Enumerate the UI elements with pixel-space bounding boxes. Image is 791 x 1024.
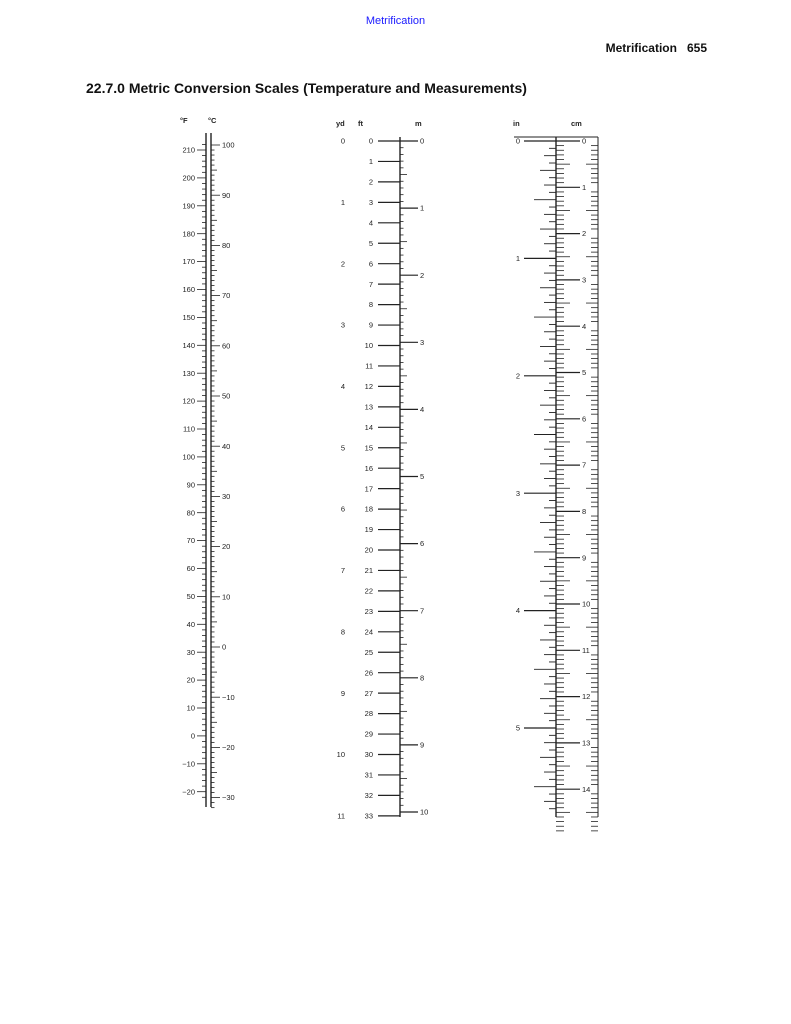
cm-tick-label: 1 (582, 182, 587, 192)
fahrenheit-tick-label: 210 (182, 145, 195, 155)
cm-tick-label: 0 (582, 136, 587, 146)
celsius-tick-label: 30 (222, 492, 231, 501)
yard-tick-label: 9 (340, 688, 345, 698)
fahrenheit-tick-label: 130 (182, 368, 195, 378)
inch-tick-label: 3 (515, 488, 520, 498)
fahrenheit-tick-label: −20 (182, 787, 195, 797)
yard-tick-label: 2 (340, 259, 345, 269)
meter-tick-label: 1 (420, 203, 425, 213)
foot-tick-label: 24 (364, 627, 373, 637)
foot-tick-label: 31 (364, 770, 373, 780)
celsius-tick-label: −30 (222, 793, 235, 803)
section-title: 22.7.0 Metric Conversion Scales (Temperature and Measurements) (86, 80, 527, 96)
celsius-tick-label: 50 (222, 391, 231, 401)
foot-tick-label: 12 (364, 382, 373, 391)
foot-tick-label: 20 (364, 545, 373, 555)
foot-tick-label: 25 (364, 647, 373, 657)
cm-tick-label: 6 (582, 414, 587, 424)
meter-tick-label: 7 (420, 606, 425, 616)
fahrenheit-tick-label: 60 (186, 564, 195, 574)
foot-tick-label: 5 (368, 238, 373, 248)
yard-tick-label: 3 (340, 320, 345, 330)
foot-tick-label: 10 (364, 341, 373, 351)
foot-tick-label: 11 (365, 361, 373, 371)
meter-tick-label: 4 (420, 405, 425, 414)
cm-tick-label: 12 (582, 692, 591, 702)
foot-tick-label: 8 (368, 300, 373, 310)
meter-tick-label: 5 (420, 472, 425, 482)
fahrenheit-tick-label: 80 (186, 508, 195, 518)
foot-tick-label: 6 (368, 259, 373, 269)
meter-tick-label: 8 (420, 673, 425, 683)
celsius-tick-label: 100 (222, 140, 235, 150)
celsius-tick-label: 80 (222, 241, 231, 250)
inch-unit-label: in (513, 119, 520, 128)
inch-tick-label: 2 (515, 371, 520, 381)
fahrenheit-tick-label: 40 (186, 619, 195, 629)
page-number: 655 (686, 41, 707, 55)
foot-tick-label: 30 (364, 750, 373, 760)
inch-tick-label: 0 (515, 136, 520, 146)
inch-tick-label: 5 (515, 723, 520, 733)
celsius-unit-label: °C (208, 116, 217, 125)
inch-tick-label: 4 (515, 606, 520, 616)
foot-tick-label: 23 (364, 606, 373, 616)
yard-tick-label: 4 (340, 382, 345, 391)
metrification-link[interactable]: Metrification (365, 15, 426, 27)
foot-tick-label: 7 (368, 279, 373, 289)
cm-tick-label: 4 (582, 321, 587, 331)
foot-tick-label: 4 (368, 218, 373, 228)
celsius-tick-label: 10 (222, 592, 231, 602)
fahrenheit-tick-label: 120 (182, 396, 195, 406)
foot-tick-label: 1 (368, 157, 373, 167)
yard-tick-label: 8 (340, 627, 345, 637)
foot-tick-label: 22 (364, 586, 373, 596)
foot-tick-label: 28 (364, 709, 373, 719)
celsius-tick-label: 60 (222, 341, 231, 351)
meter-unit-label: m (415, 119, 422, 128)
meter-tick-label: 2 (420, 270, 425, 280)
fahrenheit-tick-label: 110 (183, 424, 195, 434)
foot-tick-label: 19 (364, 525, 373, 535)
fahrenheit-tick-label: 140 (182, 340, 195, 350)
meter-tick-label: 0 (420, 136, 425, 146)
meter-tick-label: 6 (420, 539, 425, 549)
fahrenheit-tick-label: 10 (186, 703, 195, 713)
fahrenheit-tick-label: 170 (182, 257, 195, 267)
foot-tick-label: 0 (368, 136, 373, 146)
fahrenheit-tick-label: 70 (186, 536, 195, 546)
celsius-tick-label: 40 (222, 441, 231, 451)
fahrenheit-unit-label: °F (180, 116, 188, 125)
yard-tick-label: 6 (340, 504, 345, 514)
cm-tick-label: 13 (582, 738, 591, 748)
celsius-tick-label: −20 (222, 743, 235, 752)
meter-tick-label: 9 (420, 740, 425, 750)
yard-tick-label: 10 (336, 750, 345, 760)
fahrenheit-tick-label: 0 (190, 731, 195, 741)
fahrenheit-tick-label: 150 (182, 313, 195, 322)
foot-tick-label: 2 (368, 177, 373, 187)
fahrenheit-tick-label: 190 (182, 201, 195, 211)
yard-tick-label: 5 (340, 443, 345, 453)
cm-tick-label: 8 (582, 507, 587, 516)
yard-unit-label: yd (336, 119, 345, 128)
fahrenheit-tick-label: 180 (182, 229, 195, 239)
fahrenheit-tick-label: 50 (186, 592, 195, 601)
fahrenheit-tick-label: 100 (182, 452, 195, 462)
celsius-tick-label: −10 (222, 692, 235, 702)
yard-tick-label: 0 (340, 136, 345, 146)
fahrenheit-tick-label: 90 (186, 480, 195, 490)
foot-tick-label: 13 (364, 402, 373, 412)
celsius-tick-label: 20 (222, 542, 231, 552)
meter-tick-label: 3 (420, 337, 425, 347)
fahrenheit-tick-label: 200 (182, 173, 195, 183)
cm-tick-label: 5 (582, 368, 587, 378)
cm-tick-label: 3 (582, 275, 587, 285)
foot-tick-label: 18 (364, 504, 373, 514)
foot-tick-label: 17 (364, 484, 373, 494)
celsius-tick-label: 90 (222, 190, 231, 200)
cm-tick-label: 10 (582, 599, 591, 609)
yard-tick-label: 11 (337, 811, 345, 821)
inch-tick-label: 1 (515, 254, 520, 263)
fahrenheit-tick-label: 30 (186, 647, 195, 657)
foot-tick-label: 33 (364, 811, 373, 821)
yard-tick-label: 7 (340, 566, 345, 576)
foot-tick-label: 16 (364, 463, 373, 473)
foot-tick-label: 9 (368, 320, 373, 330)
foot-unit-label: ft (358, 119, 363, 128)
foot-tick-label: 29 (364, 729, 373, 739)
celsius-tick-label: 70 (222, 291, 231, 301)
cm-tick-label: 14 (582, 784, 591, 794)
fahrenheit-tick-label: 20 (186, 675, 195, 685)
foot-tick-label: 15 (364, 443, 373, 453)
fahrenheit-tick-label: −10 (182, 759, 195, 769)
cm-unit-label: cm (571, 119, 582, 128)
foot-tick-label: 27 (364, 688, 373, 698)
foot-tick-label: 21 (364, 566, 373, 576)
foot-tick-label: 26 (364, 668, 373, 678)
cm-tick-label: 11 (582, 645, 590, 655)
celsius-tick-label: 0 (222, 642, 227, 652)
cm-tick-label: 7 (582, 460, 587, 470)
yard-tick-label: 1 (340, 197, 345, 207)
foot-tick-label: 32 (364, 791, 373, 800)
foot-tick-label: 14 (364, 422, 373, 432)
foot-tick-label: 3 (368, 197, 373, 207)
running-title: Metrification (605, 41, 677, 55)
fahrenheit-tick-label: 160 (182, 285, 195, 295)
meter-tick-label: 10 (420, 807, 429, 817)
cm-tick-label: 2 (582, 229, 587, 239)
cm-tick-label: 9 (582, 553, 587, 563)
